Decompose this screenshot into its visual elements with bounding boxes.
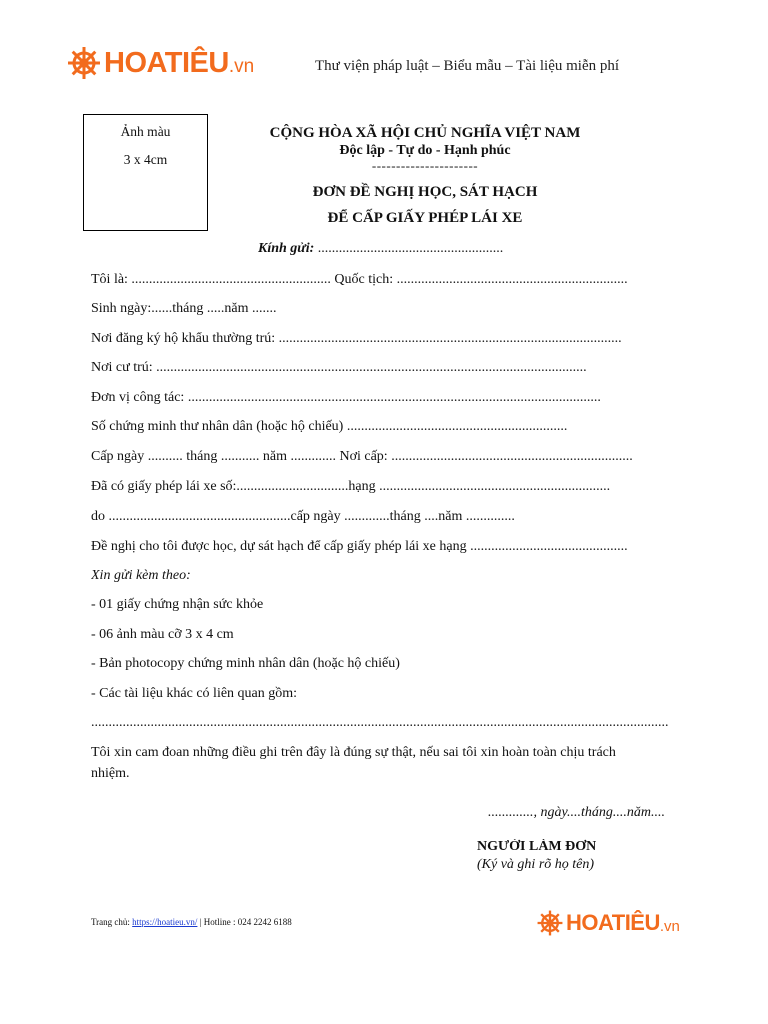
attachment-item: - Bản photocopy chứng minh nhân dân (hoặc hộ chiếu) [91, 656, 400, 671]
commitment-line2: nhiệm. [91, 766, 130, 781]
field-residence: Nơi cư trú: ........................................................................................................................... [91, 360, 587, 375]
field-workplace: Đơn vị công tác: ...................................................................................................................... [91, 390, 601, 405]
header-logo[interactable] [66, 44, 254, 82]
logo-tld: .vn [659, 917, 680, 935]
field-license-class-request: Đề nghị cho tôi được học, dự sát hạch để cấp giấy phép lái xe hạng ............................................. [91, 539, 628, 554]
photo-size: 3 x 4cm [123, 152, 168, 167]
recipient-blank: ..................................................... [314, 241, 504, 256]
footer-logo[interactable] [536, 907, 680, 939]
signer-title: NGƯỜI LÀM ĐƠN [477, 839, 597, 854]
commitment-line1: Tôi xin cam đoan những điều ghi trên đây là đúng sự thật, nếu sai tôi xin hoàn toàn chịu trách [91, 745, 616, 760]
logo-tld: .vn [228, 56, 255, 77]
recipient-label: Kính gửi: [258, 241, 315, 256]
attachment-item: - Các tài liệu khác có liên quan gồm: [91, 686, 298, 701]
attachment-item: - 06 ảnh màu cỡ 3 x 4 cm [91, 627, 234, 642]
photo-label: Ảnh màu [120, 124, 171, 139]
recipient-line [258, 241, 503, 257]
field-license-issuer: do ....................................................cấp ngày .............tháng ....năm .............. [91, 509, 515, 524]
field-id-issue: Cấp ngày .......... tháng ........... năm ............. Nơi cấp: ..................................................................... [91, 449, 633, 464]
attachment-item: - 01 giấy chứng nhận sức khỏe [91, 597, 264, 612]
motto: Độc lập - Tự do - Hạnh phúc [339, 143, 511, 158]
footer-hotline: | Hotline : 024 2242 6188 [197, 917, 292, 927]
logo-brand: HOATIÊU [104, 46, 229, 79]
national-heading [230, 124, 620, 231]
photo-placeholder [83, 114, 208, 231]
ship-wheel-icon [536, 909, 564, 937]
attachments-heading: Xin gửi kèm theo: [91, 568, 191, 583]
field-permanent-address: Nơi đăng ký hộ khẩu thường trú: .................................................................................................. [91, 331, 622, 346]
footer-home-link[interactable]: https://hoatieu.vn/ [132, 917, 198, 927]
header-tagline: Thư viện pháp luật – Biểu mẫu – Tài liệu miễn phí [315, 58, 620, 74]
footer-home-label: Trang chủ: [91, 917, 133, 927]
footer-contact [91, 917, 292, 927]
field-birthdate: Sinh ngày:......tháng .....năm ....... [91, 301, 277, 316]
signature-date: ............., ngày....tháng....năm.... [488, 805, 665, 820]
document-title-line1: ĐƠN ĐỀ NGHỊ HỌC, SÁT HẠCH [312, 184, 538, 200]
nation-title: CỘNG HÒA XÃ HỘI CHỦ NGHĨA VIỆT NAM [269, 125, 581, 141]
ship-wheel-icon [66, 45, 102, 81]
signature-note: (Ký và ghi rõ họ tên) [477, 857, 595, 872]
document-title-line2: ĐỂ CẤP GIẤY PHÉP LÁI XE [327, 210, 523, 226]
heading-divider: ---------------------- [371, 158, 479, 173]
logo-brand: HOATIÊU [566, 910, 660, 935]
field-name-nationality: Tôi là: ......................................................... Quốc tịch: .................................................................. [91, 272, 628, 287]
field-license-number: Đã có giấy phép lái xe số:................................hạng .................................................................. [91, 479, 611, 494]
field-id-number: Số chứng minh thư nhân dân (hoặc hộ chiếu) ............................................................... [91, 419, 568, 434]
attachment-blank-line: ..................................................................................................................................................................... [91, 715, 669, 730]
